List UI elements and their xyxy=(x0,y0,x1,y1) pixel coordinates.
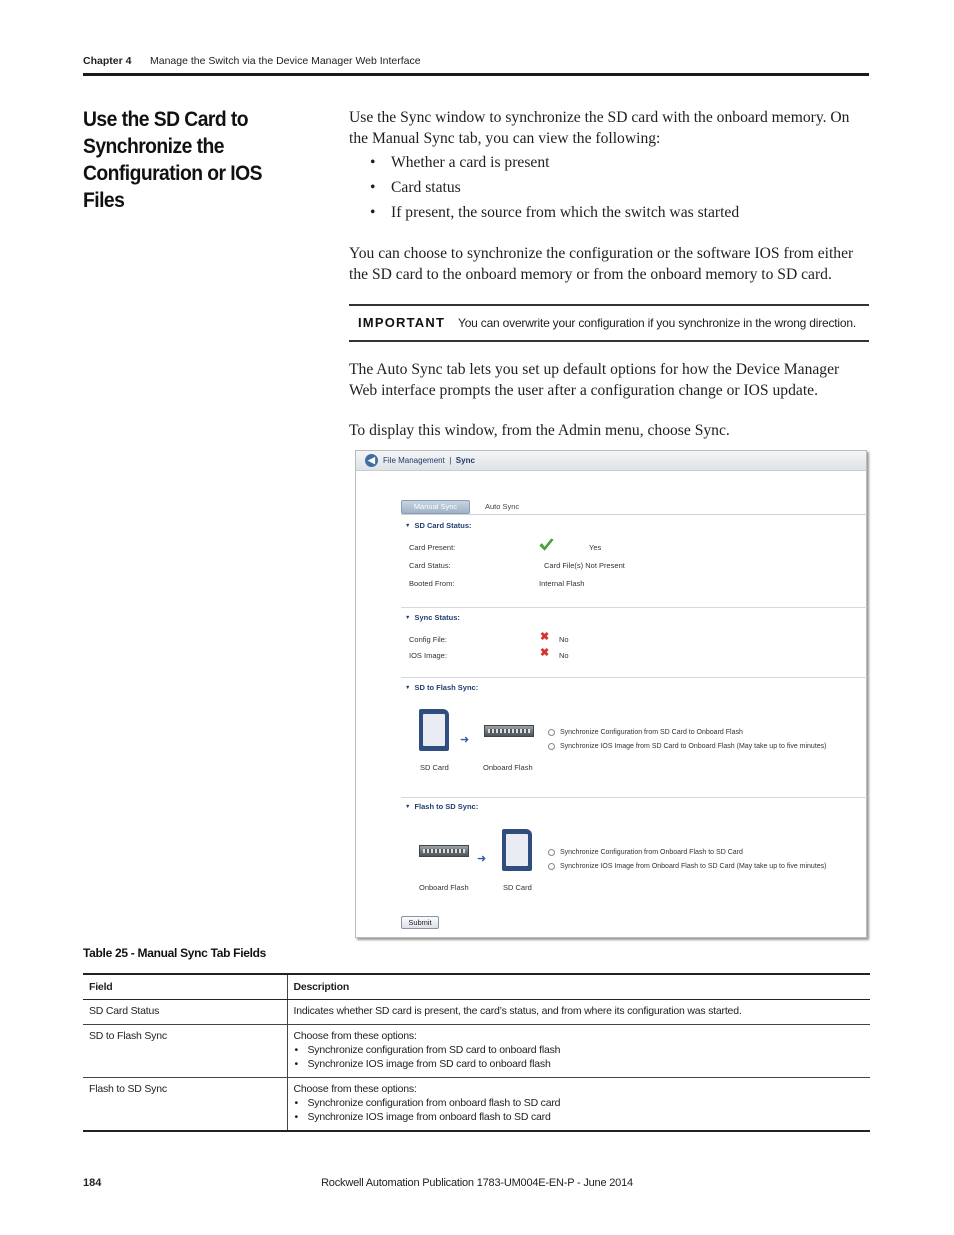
description-cell xyxy=(287,999,870,1024)
submit-button[interactable]: Submit xyxy=(401,916,439,929)
back-arrow-icon[interactable]: ◀ xyxy=(365,454,378,467)
description-text: Choose from these options: xyxy=(293,1029,417,1042)
option-label: Synchronize IOS Image from Onboard Flash to SD Card (May take up to five minutes) xyxy=(560,863,827,870)
paragraph: To display this window, from the Admin menu, choose Sync. xyxy=(349,422,730,439)
description-bullet: • Synchronize configuration from onboard flash to SD card xyxy=(294,1096,865,1110)
onboard-flash-caption: Onboard Flash xyxy=(483,763,533,772)
bullet-item: • Whether a card is present xyxy=(372,153,530,173)
description-text: Choose from these options: xyxy=(293,1082,417,1095)
description-cell xyxy=(287,1077,870,1131)
table-header-row xyxy=(83,974,870,999)
description-bullet: • Synchronize IOS image from SD card to onboard flash xyxy=(294,1057,865,1071)
description-bullet: • Synchronize configuration from SD card to onboard flash xyxy=(294,1043,865,1057)
sd-to-flash-heading[interactable]: ▼ SD to Flash Sync: xyxy=(405,683,478,692)
table-row xyxy=(83,1024,870,1077)
tab-auto-sync[interactable]: Auto Sync xyxy=(485,502,520,511)
bullet-item: • Card status xyxy=(372,178,442,198)
chapter-label: Chapter 4 xyxy=(83,55,132,67)
paragraph: The Auto Sync tab lets you set up default options for how the Device Manager Web interface prompts the user after a configuration change or IOS update. xyxy=(349,361,840,399)
sd-card-caption: SD Card xyxy=(503,883,532,892)
manual-sync-fields-table xyxy=(83,973,870,1132)
description-cell xyxy=(287,1024,870,1077)
sd-card-caption: SD Card xyxy=(420,763,449,772)
tab-manual-sync[interactable]: Manual Sync xyxy=(401,500,470,514)
onboard-flash-caption: Onboard Flash xyxy=(419,883,469,892)
page-number: 184 xyxy=(83,1177,102,1189)
column-header-field: Field xyxy=(83,974,287,999)
radio-sd-to-flash-config[interactable] xyxy=(548,729,555,736)
breadcrumb-bar xyxy=(356,451,866,471)
flash-to-sd-heading[interactable]: ▼ Flash to SD Sync: xyxy=(405,802,478,811)
table-caption: Table 25 - Manual Sync Tab Fields xyxy=(83,946,267,960)
section-divider xyxy=(401,607,867,608)
card-status-value: Card File(s) Not Present xyxy=(544,561,625,570)
option-label: Synchronize Configuration from Onboard Flash to SD Card xyxy=(560,849,743,856)
config-file-label: Config File: xyxy=(409,635,447,644)
card-present-value: Yes xyxy=(589,543,602,552)
arrow-right-icon: ➜ xyxy=(477,853,487,865)
arrow-right-icon: ➜ xyxy=(460,734,470,746)
sd-card-icon xyxy=(419,709,449,751)
x-icon: ✖ xyxy=(540,631,550,643)
card-present-label: Card Present: xyxy=(409,543,456,552)
important-label: IMPORTANT xyxy=(358,315,446,330)
table-row xyxy=(83,1077,870,1131)
checkmark-icon xyxy=(539,538,554,553)
booted-from-label: Booted From: xyxy=(409,579,455,588)
x-icon: ✖ xyxy=(540,647,550,659)
field-cell: SD Card Status xyxy=(83,999,287,1024)
field-cell: Flash to SD Sync xyxy=(83,1077,287,1131)
column-header-description: Description xyxy=(287,974,870,999)
onboard-flash-icon xyxy=(484,725,534,737)
sync-status-heading[interactable]: ▼ Sync Status: xyxy=(405,613,460,622)
important-box xyxy=(349,304,869,342)
section-divider xyxy=(401,677,867,678)
ios-image-value: No xyxy=(559,651,569,660)
intro-paragraph: Use the Sync window to synchronize the SD card with the onboard memory. On the Manual Sync tab, you can view the following: xyxy=(349,109,850,147)
section-title: Use the SD Card to Synchronize the Configuration or IOS Files xyxy=(83,108,262,212)
ios-image-label: IOS Image: xyxy=(409,651,447,660)
radio-sd-to-flash-ios[interactable] xyxy=(548,743,555,750)
radio-flash-to-sd-config[interactable] xyxy=(548,849,555,856)
breadcrumb-parent[interactable]: File Management xyxy=(383,456,445,465)
onboard-flash-icon xyxy=(419,845,469,857)
option-label: Synchronize IOS Image from SD Card to Onboard Flash (May take up to five minutes) xyxy=(560,743,827,750)
breadcrumb-current: Sync xyxy=(455,456,475,465)
card-status-label: Card Status: xyxy=(409,561,451,570)
paragraph: You can choose to synchronize the configuration or the software IOS from either the SD card to the onboard memory or from the onboard memory to SD card. xyxy=(349,245,854,283)
description-text: Indicates whether SD card is present, the card’s status, and from where its configuration was started. xyxy=(293,1004,742,1017)
description-bullet: • Synchronize IOS image from onboard flash to SD card xyxy=(294,1110,865,1124)
booted-from-value: Internal Flash xyxy=(539,579,585,588)
option-label: Synchronize Configuration from SD Card to Onboard Flash xyxy=(560,729,743,736)
table-row xyxy=(83,999,870,1024)
config-file-value: No xyxy=(559,635,569,644)
field-cell: SD to Flash Sync xyxy=(83,1024,287,1077)
radio-flash-to-sd-ios[interactable] xyxy=(548,863,555,870)
sync-window-screenshot xyxy=(355,450,867,938)
sd-card-icon xyxy=(502,829,532,871)
section-divider xyxy=(401,797,867,798)
tab-divider xyxy=(401,514,867,515)
sd-card-status-heading[interactable]: ▼ SD Card Status: xyxy=(405,521,472,530)
chapter-title: Manage the Switch via the Device Manager Web Interface xyxy=(150,55,421,67)
breadcrumb xyxy=(383,456,475,465)
publication-info: Rockwell Automation Publication 1783-UM004E-EN-P - June 2014 xyxy=(321,1177,633,1189)
page-header xyxy=(83,54,869,76)
bullet-item: • If present, the source from which the switch was started xyxy=(372,203,720,223)
breadcrumb-separator: | xyxy=(449,456,452,465)
important-text: You can overwrite your configuration if you synchronize in the wrong direction. xyxy=(458,316,856,330)
